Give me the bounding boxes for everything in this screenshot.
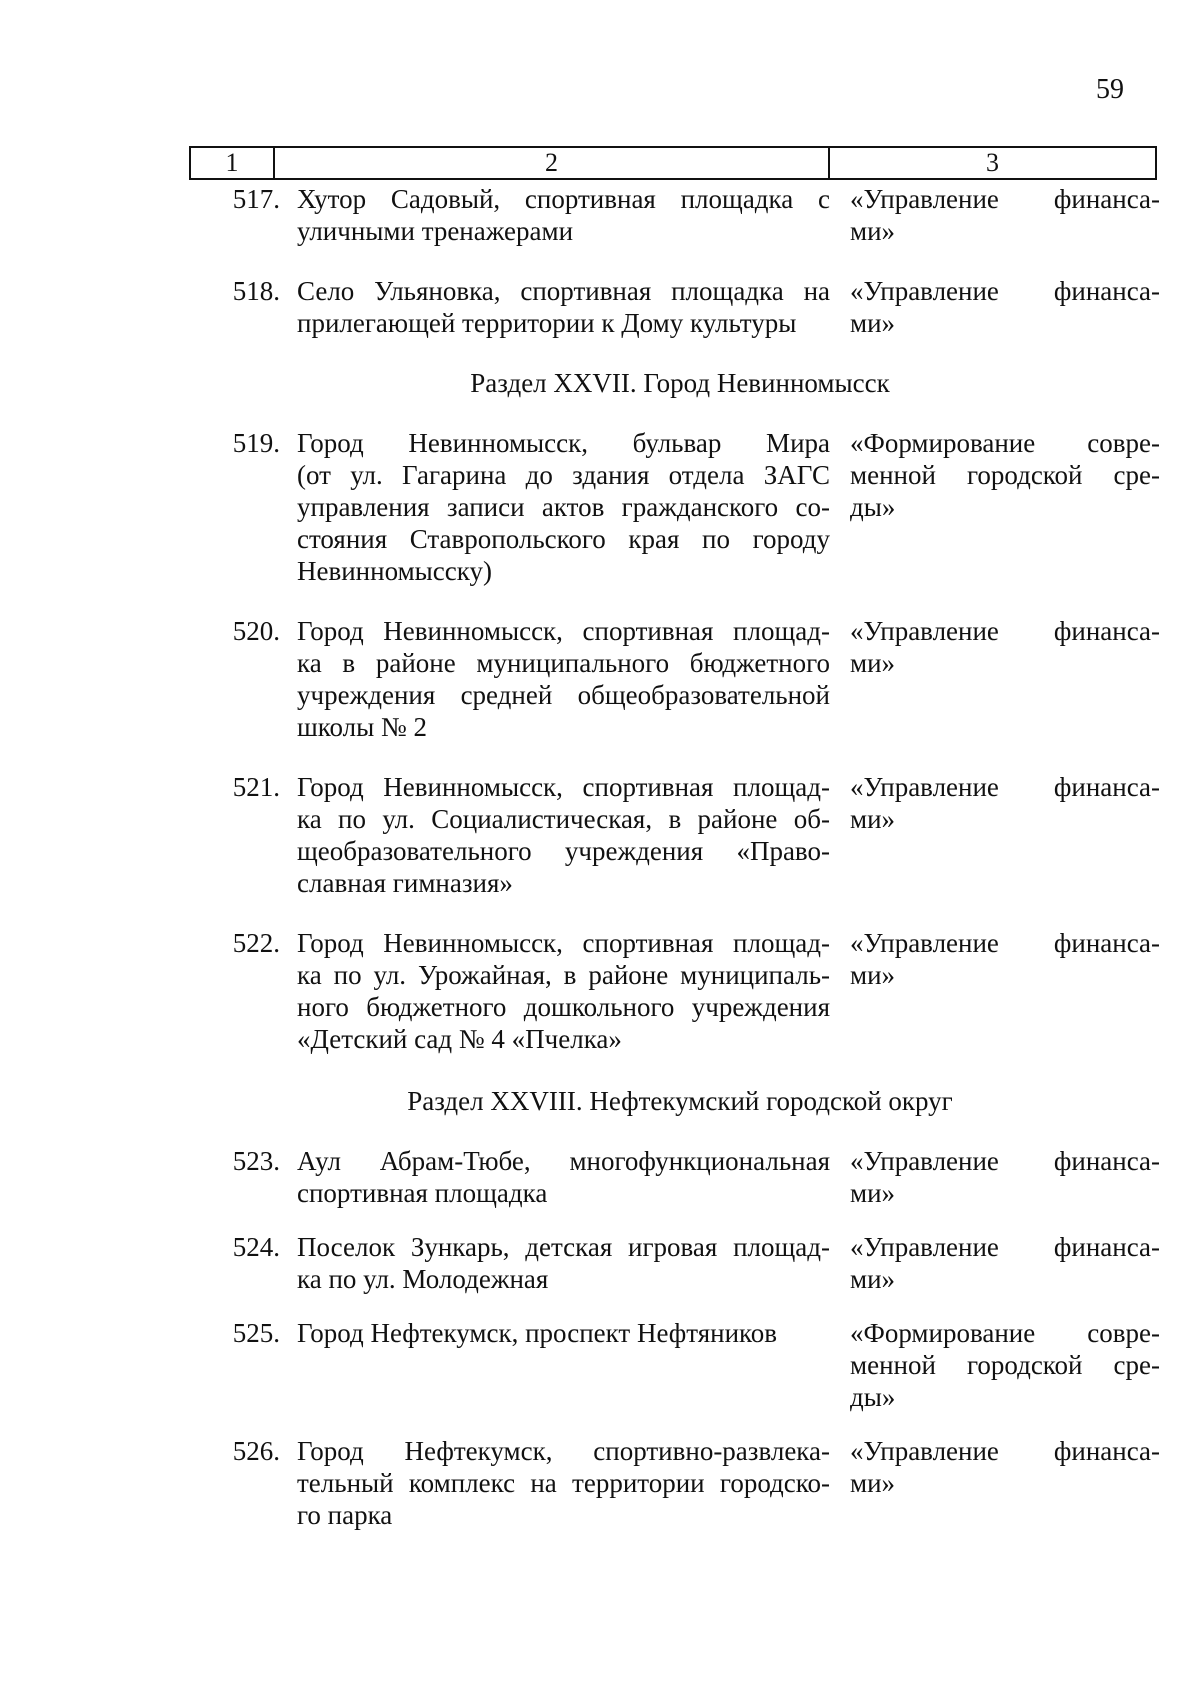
description-line: Город Невинномысск, спортивная площад- <box>297 772 830 802</box>
program-line: «Управление финанса- <box>850 1436 1160 1466</box>
page-number: 59 <box>1096 74 1124 105</box>
row-description <box>297 1145 830 1209</box>
description-line: го парка <box>297 1500 393 1530</box>
row-description <box>297 615 830 743</box>
description-line: Аул Абрам-Тюбе, многофункциональная <box>297 1146 830 1176</box>
row-program <box>850 927 1160 1055</box>
description-line: ного бюджетного дошкольного учреждения <box>297 992 830 1022</box>
program-line: «Управление финанса- <box>850 184 1160 214</box>
program-line: ми» <box>850 648 896 678</box>
program-line: ми» <box>850 1468 896 1498</box>
row-program <box>850 183 1160 247</box>
row-program <box>850 1435 1160 1531</box>
row-program <box>850 1231 1160 1295</box>
row-program <box>850 275 1160 339</box>
program-line: ды» <box>850 1382 896 1412</box>
description-line: Город Невинномысск, спортивная площад- <box>297 928 830 958</box>
table-row <box>200 275 1160 339</box>
program-line: «Управление финанса- <box>850 276 1160 306</box>
row-number: 523. <box>232 1146 280 1176</box>
row-number: 519. <box>232 428 280 458</box>
description-line: Город Невинномысск, бульвар Мира <box>297 428 830 458</box>
table-row <box>200 1435 1160 1531</box>
row-number: 520. <box>232 616 280 646</box>
row-description <box>297 771 830 899</box>
table-row <box>200 771 1160 899</box>
row-program <box>850 771 1160 899</box>
description-line: спортивная площадка <box>297 1178 548 1208</box>
description-line: уличными тренажерами <box>297 216 574 246</box>
program-line: ми» <box>850 308 896 338</box>
table-header <box>189 146 1157 180</box>
row-number: 526. <box>232 1436 280 1466</box>
row-program <box>850 1145 1160 1209</box>
program-line: «Управление финанса- <box>850 1146 1160 1176</box>
header-col-2: 2 <box>275 148 830 178</box>
description-line: Город Невинномысск, спортивная площад- <box>297 616 830 646</box>
section-heading: Раздел XXVIII. Нефтекумский городской округ <box>407 1086 953 1116</box>
description-line: Село Ульяновка, спортивная площадка на <box>297 276 830 306</box>
description-line: управления записи актов гражданского со- <box>297 492 830 522</box>
row-description <box>297 1435 830 1531</box>
description-line: школы № 2 <box>297 712 428 742</box>
row-description <box>297 275 830 339</box>
description-line: ка по ул. Молодежная <box>297 1264 549 1294</box>
program-line: ми» <box>850 1178 896 1208</box>
header-col-3: 3 <box>986 148 999 177</box>
description-line: ка в районе муниципального бюджетного <box>297 648 830 678</box>
section-heading: Раздел XXVII. Город Невинномысск <box>470 368 890 398</box>
row-description <box>297 427 830 587</box>
row-description <box>297 1317 830 1413</box>
row-program <box>850 615 1160 743</box>
table-row <box>200 427 1160 587</box>
table-body <box>200 183 1160 1531</box>
program-line: «Управление финанса- <box>850 928 1160 958</box>
row-number: 524. <box>232 1232 280 1262</box>
description-line: ка по ул. Социалистическая, в районе об- <box>297 804 830 834</box>
program-line: ми» <box>850 960 896 990</box>
description-line: Город Нефтекумск, проспект Нефтяников <box>297 1318 778 1348</box>
table-row <box>200 183 1160 247</box>
row-program <box>850 427 1160 587</box>
description-line: ка по ул. Урожайная, в районе муниципаль- <box>297 960 830 990</box>
description-line: тельный комплекс на территории городско- <box>297 1468 830 1498</box>
description-line: прилегающей территории к Дому культуры <box>297 308 797 338</box>
row-description <box>297 1231 830 1295</box>
description-line: Поселок Зункарь, детская игровая площад- <box>297 1232 830 1262</box>
program-line: «Формирование совре- <box>850 1318 1160 1348</box>
program-line: менной городской сре- <box>850 1350 1160 1380</box>
row-number: 522. <box>232 928 280 958</box>
row-number: 521. <box>232 772 280 802</box>
description-line: Невинномысску) <box>297 556 492 586</box>
program-line: «Управление финанса- <box>850 616 1160 646</box>
program-line: ми» <box>850 216 896 246</box>
row-description <box>297 927 830 1055</box>
description-line: Город Нефтекумск, спортивно-развлека- <box>297 1436 830 1466</box>
program-line: менной городской сре- <box>850 460 1160 490</box>
description-line: «Детский сад № 4 «Пчелка» <box>297 1024 622 1054</box>
program-line: ды» <box>850 492 896 522</box>
table-row <box>200 1145 1160 1209</box>
program-line: «Управление финанса- <box>850 1232 1160 1262</box>
description-line: (от ул. Гагарина до здания отдела ЗАГС <box>297 460 830 490</box>
header-col-1: 1 <box>191 148 275 178</box>
table-row <box>200 1231 1160 1295</box>
description-line: стояния Ставропольского края по городу <box>297 524 830 554</box>
row-program <box>850 1317 1160 1413</box>
row-number: 525. <box>232 1318 280 1348</box>
description-line: Хутор Садовый, спортивная площадка с <box>297 184 830 214</box>
table-row <box>200 1317 1160 1413</box>
row-number: 517. <box>232 184 280 214</box>
program-line: «Формирование совре- <box>850 428 1160 458</box>
row-description <box>297 183 830 247</box>
program-line: «Управление финанса- <box>850 772 1160 802</box>
description-line: учреждения средней общеобразовательной <box>297 680 830 710</box>
description-line: славная гимназия» <box>297 868 513 898</box>
program-line: ми» <box>850 1264 896 1294</box>
program-line: ми» <box>850 804 896 834</box>
table-row <box>200 927 1160 1055</box>
table-row <box>200 615 1160 743</box>
description-line: щеобразовательного учреждения «Право- <box>297 836 830 866</box>
row-number: 518. <box>232 276 280 306</box>
